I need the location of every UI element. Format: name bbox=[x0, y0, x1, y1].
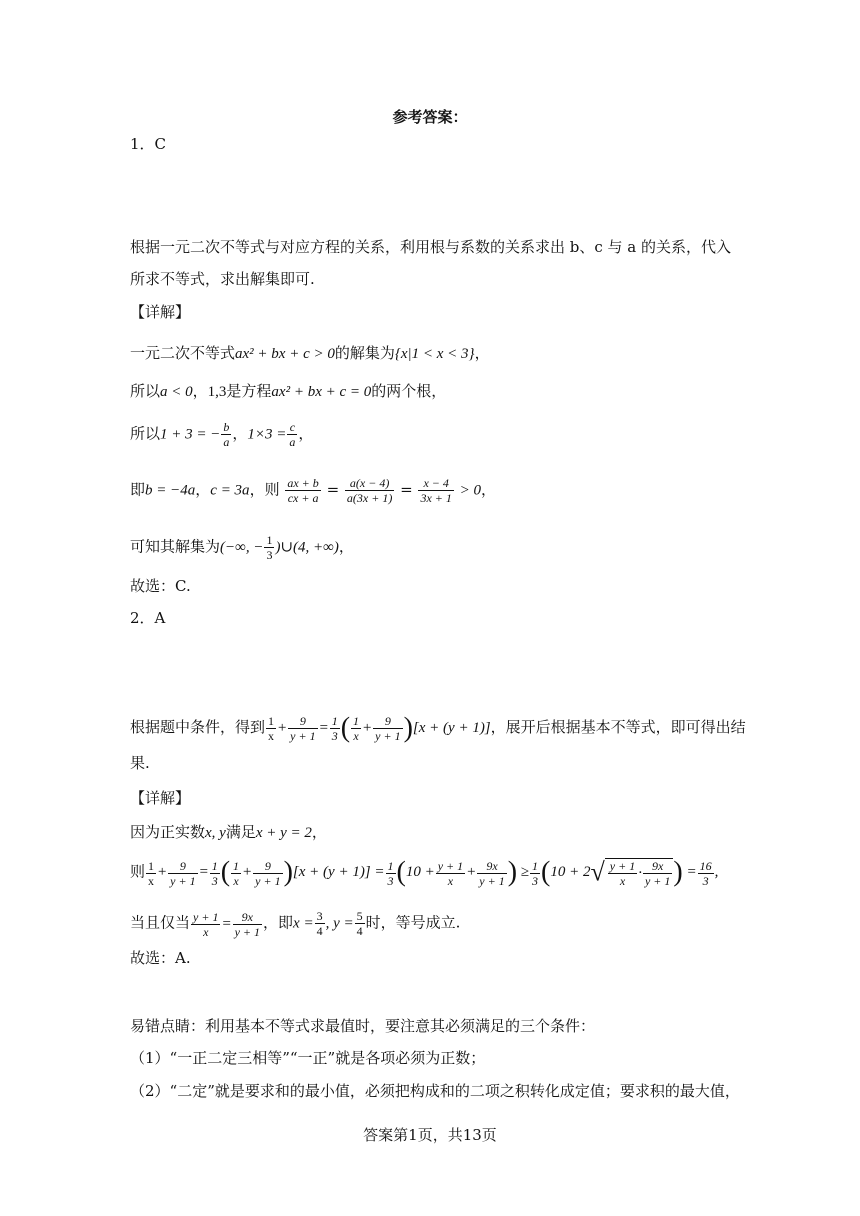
q1-step5 bbox=[130, 533, 354, 562]
fraction bbox=[418, 476, 453, 505]
fraction-num: 9 bbox=[384, 714, 391, 728]
fraction-den: x bbox=[268, 729, 275, 743]
q2-step2-text: 则 bbox=[130, 862, 146, 881]
paren-open: ( bbox=[541, 857, 551, 888]
fraction-den: 3 bbox=[532, 873, 539, 888]
fraction-den: y + 1 bbox=[644, 874, 671, 888]
note-line1: 易错点睛：利用基本不等式求最值时，要注意其必须满足的三个条件： bbox=[130, 1017, 596, 1035]
page-footer: 答案第1页，共13页 bbox=[363, 1126, 497, 1144]
q1-step1-end: ， bbox=[474, 344, 490, 362]
q1-choice: 故选：C. bbox=[130, 577, 191, 595]
q1-step3-text: 所以 bbox=[130, 424, 161, 443]
fraction-den: x bbox=[148, 873, 155, 888]
fraction-num: x − 4 bbox=[423, 476, 449, 490]
fraction-num: y + 1 bbox=[609, 859, 636, 873]
fraction-den: 3 bbox=[331, 729, 338, 743]
fraction-num: 1 bbox=[532, 858, 539, 873]
q2-equality-condition: $\frac{y + 1}{x}$ = $\frac{9x}{y + 1}$ bbox=[193, 909, 261, 939]
paren-open: ( bbox=[396, 857, 406, 888]
fraction-den: 3 bbox=[211, 873, 218, 888]
fraction-num: 5 bbox=[356, 909, 363, 923]
fraction bbox=[355, 909, 365, 938]
paren-close: ) bbox=[507, 857, 518, 888]
separator: ， bbox=[232, 424, 248, 443]
note-line3: （2）“二定”就是要求和的最小值，必须把构成和的二项之积转化成定值；要求积的最大值， bbox=[130, 1082, 740, 1100]
q2-step1-end: ， bbox=[311, 823, 327, 841]
q1-analysis-line2: 所求不等式，求出解集即可. bbox=[130, 270, 315, 288]
answer-title: 参考答案： bbox=[392, 108, 468, 126]
fraction-num: 1 bbox=[266, 533, 273, 547]
fraction-den: y + 1 bbox=[170, 873, 196, 888]
fraction-den: y + 1 bbox=[255, 873, 281, 888]
fraction bbox=[285, 476, 320, 505]
fraction-num: 1 bbox=[148, 858, 155, 873]
q1-step1-mid: 的解集为 bbox=[334, 344, 395, 362]
note-line2: （1）“一正二定三相等”“一正”就是各项必须为正数； bbox=[130, 1049, 486, 1067]
q1-solution-set: {x|1 < x < 3} bbox=[394, 346, 475, 362]
fraction bbox=[146, 859, 156, 888]
q1-step5-text: 可知其解集为 bbox=[130, 537, 221, 556]
separator: ， bbox=[195, 480, 211, 499]
q1-step2-text: 所以 bbox=[130, 382, 161, 400]
fraction bbox=[530, 859, 540, 888]
q2-analysis-line2: 果. bbox=[130, 754, 150, 772]
q2-y-eq: , y = bbox=[325, 915, 354, 932]
q2-vars: x, y bbox=[205, 825, 226, 841]
q1-step1 bbox=[130, 343, 490, 364]
q1-interval-close: )∪(4, +∞) bbox=[275, 539, 339, 556]
q1-inequality: ax² + bx + c > 0 bbox=[235, 346, 335, 362]
paren-close: ) bbox=[283, 857, 293, 888]
fraction-num: y + 1 bbox=[193, 909, 219, 924]
fraction-num: 1 bbox=[353, 714, 360, 728]
q2-choice: 故选：A. bbox=[130, 949, 191, 967]
fraction bbox=[266, 714, 276, 743]
fraction-den: x bbox=[231, 873, 241, 888]
fraction-num: y + 1 bbox=[437, 858, 464, 873]
q1-step5-end: ， bbox=[338, 537, 354, 556]
fraction-num: 9x bbox=[486, 858, 498, 873]
q1-step2-mid: 是方程 bbox=[226, 382, 272, 400]
fraction-den: y + 1 bbox=[375, 729, 401, 743]
fraction-num: 1 bbox=[387, 858, 394, 873]
q1-analysis-line1: 根据一元二次不等式与对应方程的关系，利用根与系数的关系求出 b、c 与 a 的关系，代入 bbox=[130, 238, 732, 256]
fraction bbox=[253, 859, 282, 888]
q2-step3-mid: ，即 bbox=[263, 913, 294, 932]
paren-close: ) bbox=[403, 712, 413, 744]
fraction-num: b bbox=[223, 420, 230, 434]
fraction-den: a(3x + 1) bbox=[346, 491, 393, 505]
q2-detail-heading: 【详解】 bbox=[130, 789, 191, 807]
fraction-den: x bbox=[436, 873, 465, 888]
fraction-num: 1 bbox=[268, 714, 275, 728]
q1-c-value: c = 3a bbox=[210, 482, 250, 499]
fraction bbox=[233, 910, 262, 939]
fraction bbox=[373, 714, 402, 743]
fraction bbox=[264, 533, 274, 562]
q1-step1-text: 一元二次不等式 bbox=[130, 344, 236, 362]
q2-step3-text: 当且仅当 bbox=[130, 913, 191, 932]
q2-step1-mid: 满足 bbox=[225, 823, 256, 841]
q2-analysis-pre: 根据题中条件，得到 bbox=[130, 717, 266, 736]
fraction-num: a(x − 4) bbox=[349, 476, 390, 490]
fraction-num: 9 bbox=[179, 858, 186, 873]
fraction-den: y + 1 bbox=[479, 873, 505, 888]
fraction-den: 3 bbox=[698, 873, 714, 888]
sqrt-symbol: √ bbox=[590, 858, 605, 887]
fraction-num: 1 bbox=[211, 858, 218, 873]
q1-sum-roots: 1 + 3 = − bbox=[160, 426, 221, 443]
fraction-num: c bbox=[289, 420, 296, 434]
q2-chain: $\frac{1}{x}$ + $\frac{9}{y + 1}$ = $\frac{1}{3}$ ( $\frac{1}{x}$ + $\frac{9}{y + 1}$ )[x + (y + 1)] = $\frac{1}{3}$ (10 + $\frac{y + 1}{x}$ + $\frac{9x}{y + 1}$ ) ≥ $\frac{1}{3}$ (10 + 2√ $\frac{y + 1}{x}$ · $\frac{9x}{y + 1}$ ) = $\frac{16}{3}$ , bbox=[148, 857, 719, 888]
fraction bbox=[210, 859, 220, 888]
q2-identity: $\frac{1}{x}$ + $\frac{9}{y + 1}$ = $\frac{1}{3}$ ( $\frac{1}{x}$ + $\frac{9}{y + 1}$ )[x + (y + 1)] bbox=[268, 712, 491, 744]
fraction-num: ax + b bbox=[287, 476, 319, 490]
fraction bbox=[386, 859, 396, 888]
sqrt-content: $\frac{y + 1}{x}$ · $\frac{9x}{y + 1}$ bbox=[605, 858, 674, 888]
q1-step2-end: 的两个根， bbox=[371, 382, 447, 400]
q2-step2 bbox=[130, 858, 718, 888]
q2-step1 bbox=[130, 822, 327, 843]
q1-greater-zero: > 0 bbox=[459, 482, 482, 499]
q2-analysis-line1 bbox=[130, 714, 746, 743]
fraction bbox=[168, 859, 197, 888]
q2-answer: 2．A bbox=[130, 609, 166, 627]
q1-step4: 即b = −4a，c = 3a，则 $\frac{ax + b}{cx + a}$ = $\frac{a(x - 4)}{a(3x + 1)}$ = $\frac{x - 4}{3x + 1}$ > 0， bbox=[130, 476, 497, 505]
fraction bbox=[345, 476, 394, 505]
fraction bbox=[477, 859, 506, 888]
fraction-den: a bbox=[223, 435, 230, 449]
q1-step2 bbox=[130, 381, 446, 402]
fraction-num: 3 bbox=[316, 909, 323, 923]
paren-open: ( bbox=[220, 857, 231, 888]
fraction-den: y + 1 bbox=[234, 924, 261, 939]
fraction bbox=[330, 714, 340, 743]
fraction-den: 4 bbox=[356, 924, 363, 938]
fraction-num: 9x bbox=[652, 859, 664, 873]
fraction-num: 9 bbox=[264, 858, 271, 873]
q1-answer: 1．C bbox=[130, 135, 167, 153]
q2-step3-end: 时，等号成立. bbox=[365, 913, 461, 932]
q1-step4-then: ，则 bbox=[249, 480, 280, 499]
fraction-den: 3x + 1 bbox=[420, 491, 452, 505]
q1-step3-end: ， bbox=[298, 424, 314, 443]
fraction-den: 3 bbox=[387, 873, 394, 888]
q1-a-negative: a < 0 bbox=[160, 384, 193, 400]
fraction-den: 3 bbox=[266, 548, 273, 562]
q2-x-eq: x = bbox=[293, 915, 314, 932]
fraction-den: x bbox=[351, 728, 361, 743]
q2-step3 bbox=[130, 909, 460, 939]
fraction-den: a bbox=[289, 435, 296, 449]
q1-equation: ax² + bx + c = 0 bbox=[271, 384, 372, 400]
q1-step4-text: 即 bbox=[130, 480, 146, 499]
fraction bbox=[351, 714, 361, 743]
paren-close: ) bbox=[673, 857, 683, 888]
fraction-num: 1 bbox=[233, 858, 240, 873]
fraction-den: 4 bbox=[316, 924, 323, 938]
q1-step3 bbox=[130, 420, 313, 449]
fraction-den: x bbox=[608, 873, 637, 888]
q1-detail-heading: 【详解】 bbox=[130, 303, 191, 321]
fraction bbox=[287, 420, 297, 449]
fraction-num: 9 bbox=[299, 714, 306, 728]
fraction-den: x bbox=[191, 924, 220, 939]
q2-constraint: x + y = 2 bbox=[255, 825, 312, 841]
q1-interval-open: (−∞, − bbox=[220, 539, 264, 556]
q1-b-value: b = −4a bbox=[145, 482, 196, 499]
fraction bbox=[191, 910, 220, 939]
fraction bbox=[221, 420, 231, 449]
fraction-den: cx + a bbox=[285, 490, 320, 505]
fraction bbox=[288, 714, 317, 743]
fraction bbox=[436, 859, 465, 888]
q2-analysis-post: ，展开后根据基本不等式，即可得出结 bbox=[490, 717, 746, 736]
fraction-num: 1 bbox=[331, 714, 338, 728]
fraction bbox=[608, 859, 637, 888]
fraction-num: 16 bbox=[699, 858, 712, 873]
fraction-num: 9x bbox=[241, 909, 253, 924]
q1-step4-end: ， bbox=[481, 480, 497, 499]
paren-open: ( bbox=[340, 712, 351, 744]
q2-step1-text: 因为正实数 bbox=[130, 823, 206, 841]
fraction bbox=[643, 859, 672, 888]
fraction bbox=[315, 909, 325, 938]
q1-roots: ，1,3 bbox=[192, 384, 227, 400]
fraction bbox=[698, 859, 714, 888]
q1-product-roots: 1×3 = bbox=[247, 426, 287, 443]
fraction-den: y + 1 bbox=[290, 729, 316, 743]
fraction bbox=[231, 859, 241, 888]
